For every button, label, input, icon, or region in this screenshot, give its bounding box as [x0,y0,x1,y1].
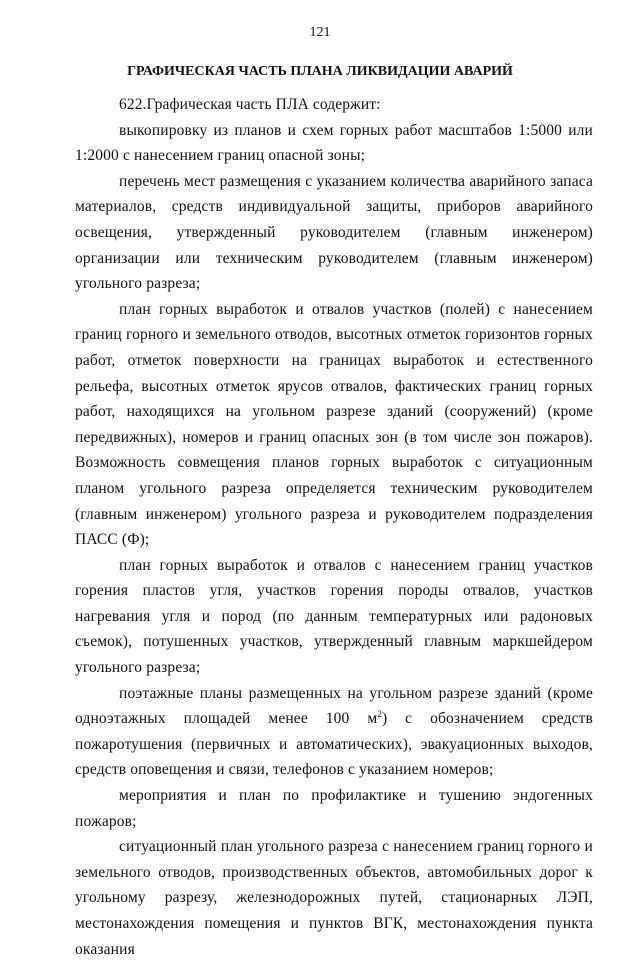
section-title: ГРАФИЧЕСКАЯ ЧАСТЬ ПЛАНА ЛИКВИДАЦИИ АВАРИЙ [127,64,513,79]
document-body [75,92,593,962]
page-number: 121 [309,25,331,40]
floor-plans-text-end: ) с обозначением средств пожаротушения (первичных и автоматических), эвакуационных выходов, средств оповещения и связи, телефонов с указанием номеров; [75,710,594,779]
floor-plans-superscript: 2 [377,709,382,720]
list-item-fire-zones-plan: план горных выработок и отвалов с нанесением границ участков горения пластов угля, участков горения породы отвалов, участков нагревания угля и пород (по данным температурных или радоновых съемок), потушенных участков, утвержденный главным маркшейдером угольного разреза; [75,556,593,677]
list-item-fire-prevention: мероприятия и план по профилактике и тушению эндогенных пожаров; [75,787,593,830]
list-item-emergency-stock: перечень мест размещения с указанием количества аварийного запаса материалов, средств индивидуальной защиты, приборов аварийного освещения, утвержденный руководителем (главным инженером) организации или техническим руководителем (главным инженером) угольного разреза; [75,172,593,293]
intro-paragraph: 622.Графическая часть ПЛА содержит: [119,96,381,113]
list-item-mine-extract: выкопировку из планов и схем горных работ масштабов 1:5000 или 1:2000 с нанесением границ опасной зоны; [75,121,593,165]
floor-plans-text-start: поэтажные планы размещенных на угольном разрезе зданий (кроме одноэтажных площадей менее 100 м [75,684,593,728]
list-item-situation-plan: ситуационный план угольного разреза с нанесением границ горного и земельного отводов, производственных объектов, автомобильных дорог к угольному разрезу, железнодорожных путей, стационарных ЛЭП, местонахождения помещения и пунктов ВГК, местонахождения пункта оказания [75,838,593,958]
list-item-floor-plans [75,681,593,783]
list-item-workings-plan: план горных выработок и отвалов участков (полей) с нанесением границ горного и земельного отводов, высотных отметок горизонтов горных работ, отметок поверхности на границах выработок и естественного рельефа, высотных отметок ярусов отвалов, фактических границ горных работ, находящихся на угольном разрезе зданий (сооружений) (кроме передвижных), номеров и границ опасных зон (в том числе зон пожаров). Возможность совмещения планов горных выработок с ситуационным планом угольного разреза определяется техническим руководителем (главным инженером) угольного разреза и руководителем подразделения ПАСС (Ф); [75,300,593,549]
